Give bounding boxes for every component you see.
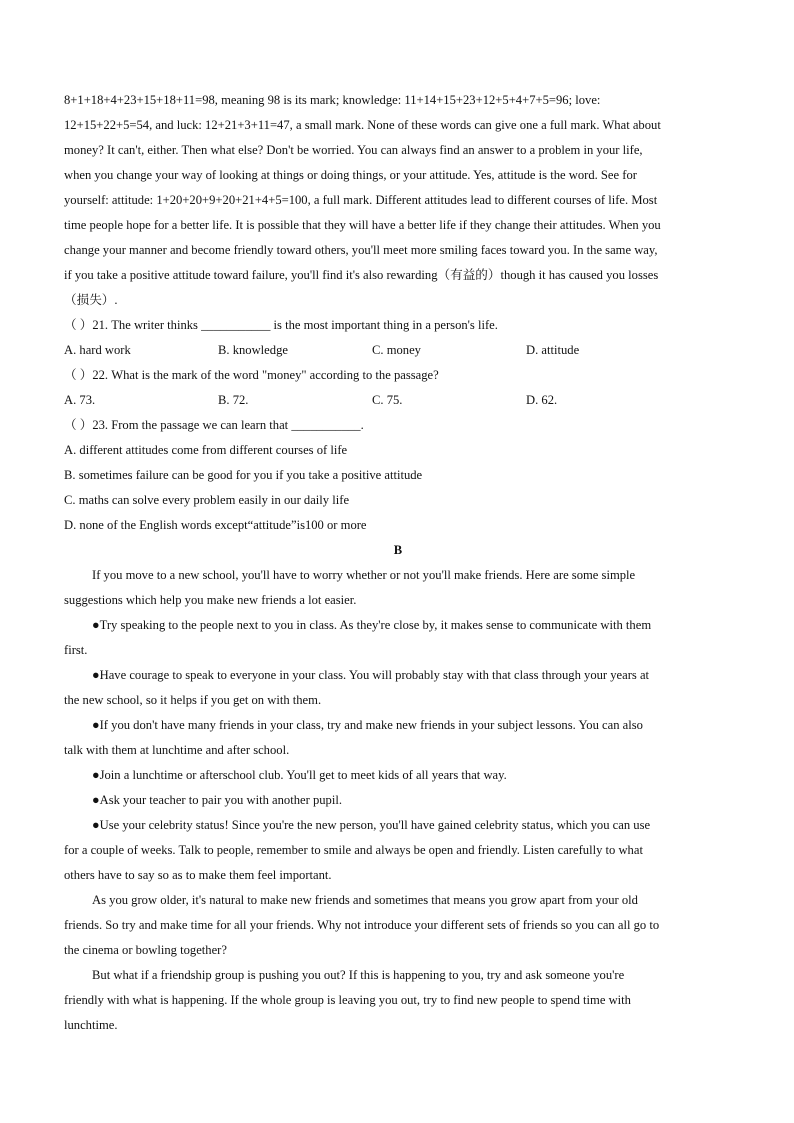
bullet-line: ●If you don't have many friends in your class, try and make new friends in your subject lessons. You can also xyxy=(92,718,643,732)
passage-a-line: if you take a positive attitude toward failure, you'll find it's also rewarding（有益的）though it has caused you losses xyxy=(64,268,659,282)
question-stem: （ ）23. From the passage we can learn that ___________. xyxy=(64,418,364,432)
bullet-line: ●Join a lunchtime or afterschool club. You'll get to meet kids of all years that way. xyxy=(92,768,507,782)
passage-a-line: when you change your way of looking at things or doing things, or your attitude. Yes, attitude is the word. See for xyxy=(64,168,637,182)
bullet-line: ●Try speaking to the people next to you in class. As they're close by, it makes sense to communicate with them xyxy=(92,618,652,632)
paragraph-line: If you move to a new school, you'll have to worry whether or not you'll make friends. Here are some simple xyxy=(92,568,636,582)
option-c: C. 75. xyxy=(372,393,403,407)
paragraph-line: friendly with what is happening. If the whole group is leaving you out, try to find new people to spend time with xyxy=(64,993,631,1007)
question-23 xyxy=(64,413,732,538)
passage-a-line: money? It can't, either. Then what else? Don't be worried. You can always find an answer to a problem in your life, xyxy=(64,143,643,157)
question-21 xyxy=(64,313,732,363)
option-b: B. sometimes failure can be good for you if you take a positive attitude xyxy=(64,468,423,482)
bullet-line: first. xyxy=(64,643,88,657)
answer-options xyxy=(64,388,732,413)
passage-a-line: yourself: attitude: 1+20+20+9+20+21+4+5=100, a full mark. Different attitudes lead to different courses of life. Most xyxy=(64,193,658,207)
option-d: D. none of the English words except“attitude”is100 or more xyxy=(64,518,367,532)
bullet-line: the new school, so it helps if you get on with them. xyxy=(64,693,322,707)
bullet-line: for a couple of weeks. Talk to people, remember to smile and always be open and friendly. Listen carefully to what xyxy=(64,843,643,857)
section-heading: B xyxy=(393,543,403,557)
passage-a-continuation xyxy=(64,88,732,313)
question-22 xyxy=(64,363,732,413)
question-stem: （ ）21. The writer thinks ___________ is the most important thing in a person's life. xyxy=(64,318,498,332)
option-d: D. 62. xyxy=(526,393,558,407)
bullet-line: talk with them at lunchtime and after school. xyxy=(64,743,290,757)
option-a: A. hard work xyxy=(64,343,131,357)
passage-a-line: time people hope for a better life. It is possible that they will have a better life if they change their attitudes. When you xyxy=(64,218,661,232)
bullet-line: ●Ask your teacher to pair you with another pupil. xyxy=(92,793,342,807)
paragraph-line: friends. So try and make time for all your friends. Why not introduce your different sets of friends so you can all go to xyxy=(64,918,660,932)
paragraph-line: suggestions which help you make new friends a lot easier. xyxy=(64,593,357,607)
paragraph-line: lunchtime. xyxy=(64,1018,118,1032)
question-stem: （ ）22. What is the mark of the word "money" according to the passage? xyxy=(64,368,439,382)
option-a: A. 73. xyxy=(64,393,96,407)
passage-a-line: 12+15+22+5=54, and luck: 12+21+3+11=47, a small mark. None of these words can give one a full mark. What about xyxy=(64,118,661,132)
bullet-line: ●Use your celebrity status! Since you're the new person, you'll have gained celebrity status, which you can use xyxy=(92,818,651,832)
paragraph-line: But what if a friendship group is pushing you out? If this is happening to you, try and ask someone you're xyxy=(92,968,625,982)
bullet-line: ●Have courage to speak to everyone in your class. You will probably stay with that class through your years at xyxy=(92,668,650,682)
option-d: D. attitude xyxy=(526,343,580,357)
answer-options xyxy=(64,338,732,363)
option-c: C. money xyxy=(372,343,421,357)
passage-a-line: 8+1+18+4+23+15+18+11=98, meaning 98 is its mark; knowledge: 11+14+15+23+12+5+4+7+5=96; love: xyxy=(64,93,601,107)
option-b: B. 72. xyxy=(218,393,249,407)
paragraph-line: the cinema or bowling together? xyxy=(64,943,227,957)
option-c: C. maths can solve every problem easily in our daily life xyxy=(64,493,350,507)
option-a: A. different attitudes come from different courses of life xyxy=(64,443,348,457)
passage-a-line: change your manner and become friendly toward others, you'll meet more smiling faces toward you. In the same way, xyxy=(64,243,658,257)
passage-b xyxy=(64,538,732,1038)
paragraph-line: As you grow older, it's natural to make new friends and sometimes that means you grow apart from your old xyxy=(92,893,638,907)
document-page xyxy=(64,88,732,1038)
passage-a-line: （损失）. xyxy=(64,293,118,307)
bullet-line: others have to say so as to make them feel important. xyxy=(64,868,332,882)
option-b: B. knowledge xyxy=(218,343,288,357)
